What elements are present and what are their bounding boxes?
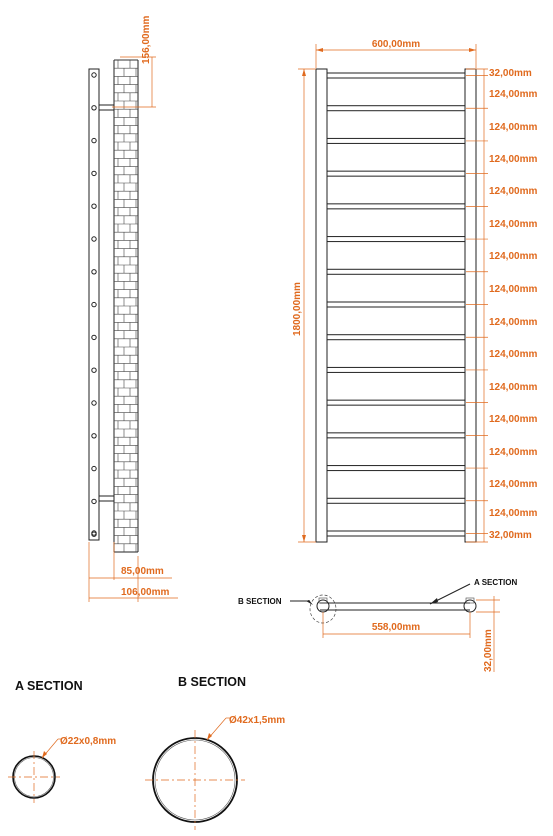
rung-spacing-text-14: 124,00mm (489, 508, 538, 519)
side-depth-dimensions (89, 542, 178, 602)
front-height-text: 1800,00mm (292, 282, 303, 336)
rung-spacing-text-2: 124,00mm (489, 122, 538, 133)
side-bottom-bracket (99, 496, 114, 501)
rung-spacing-text-10: 124,00mm (489, 382, 538, 393)
a-section-detail (8, 679, 116, 803)
rung-spacing-text-3: 124,00mm (489, 154, 538, 165)
side-top-offset-text: 156,00mm (141, 15, 152, 64)
wall-hole (92, 368, 96, 372)
wall-hole (92, 466, 96, 470)
front-rung (327, 400, 465, 405)
front-right-dimensions (466, 68, 537, 542)
wall-hole (92, 335, 96, 339)
front-height-dimension (292, 69, 316, 542)
wall-hole (92, 106, 96, 110)
side-wall-plate (89, 69, 99, 540)
front-rung (327, 106, 465, 111)
side-top-offset-dimension (112, 16, 156, 107)
wall-hole (92, 73, 96, 77)
rung-spacing-text-7: 124,00mm (489, 284, 538, 295)
side-rail-profile (114, 60, 138, 552)
rung-spacing-text-13: 124,00mm (489, 479, 538, 490)
plan-a-section-label: A SECTION (474, 578, 518, 587)
front-rung (327, 466, 465, 471)
rung-spacing-text-8: 124,00mm (489, 317, 538, 328)
front-rung (327, 204, 465, 209)
plan-inner-width-text: 558,00mm (371, 622, 421, 633)
front-rung (327, 138, 465, 143)
rung-spacing-text-12: 124,00mm (489, 447, 538, 458)
side-top-bracket (99, 105, 114, 110)
a-section-title: A SECTION (15, 679, 83, 693)
front-rung (327, 302, 465, 307)
side-depth-outer-text: 106,00mm (121, 587, 170, 598)
b-section-detail (145, 675, 285, 830)
rung-spacing-text-4: 124,00mm (489, 186, 538, 197)
front-left-upright (316, 69, 327, 542)
front-width-dimension (316, 39, 476, 68)
side-view (89, 16, 178, 602)
front-view (292, 39, 537, 542)
front-rung (327, 531, 465, 536)
plan-depth-text: 32,00mm (483, 629, 494, 672)
front-width-text: 600,00mm (371, 39, 421, 50)
wall-hole (92, 204, 96, 208)
wall-hole (92, 237, 96, 241)
front-rung (327, 237, 465, 242)
rung-spacing-text-9: 124,00mm (489, 349, 538, 360)
rung-spacing-text-11: 124,00mm (489, 414, 538, 425)
front-rung (327, 433, 465, 438)
front-rung (327, 335, 465, 340)
wall-hole (92, 302, 96, 306)
a-section-diameter-text: Ø22x0,8mm (60, 736, 117, 747)
plan-view (238, 578, 517, 672)
front-top-gap-text: 32,00mm (489, 68, 532, 79)
wall-hole (92, 270, 96, 274)
side-depth-inner-text: 85,00mm (121, 566, 164, 577)
front-rung (327, 171, 465, 176)
wall-hole (92, 434, 96, 438)
rung-spacing-text-6: 124,00mm (489, 251, 538, 262)
front-rungs (327, 73, 465, 536)
front-right-upright (465, 69, 476, 542)
front-bottom-gap-text: 32,00mm (489, 530, 532, 541)
front-rung (327, 73, 465, 78)
wall-hole (92, 499, 96, 503)
b-section-title: B SECTION (178, 675, 247, 689)
front-rung (327, 269, 465, 274)
wall-hole (92, 401, 96, 405)
rung-spacing-text-5: 124,00mm (489, 219, 538, 230)
plan-b-section-label: B SECTION (238, 597, 282, 606)
side-wall-holes (92, 73, 96, 537)
front-rung (327, 498, 465, 503)
rung-spacing-text-1: 124,00mm (489, 89, 538, 100)
wall-hole (92, 171, 96, 175)
front-rung (327, 367, 465, 372)
wall-hole (92, 138, 96, 142)
b-section-diameter-text: Ø42x1,5mm (229, 715, 286, 726)
